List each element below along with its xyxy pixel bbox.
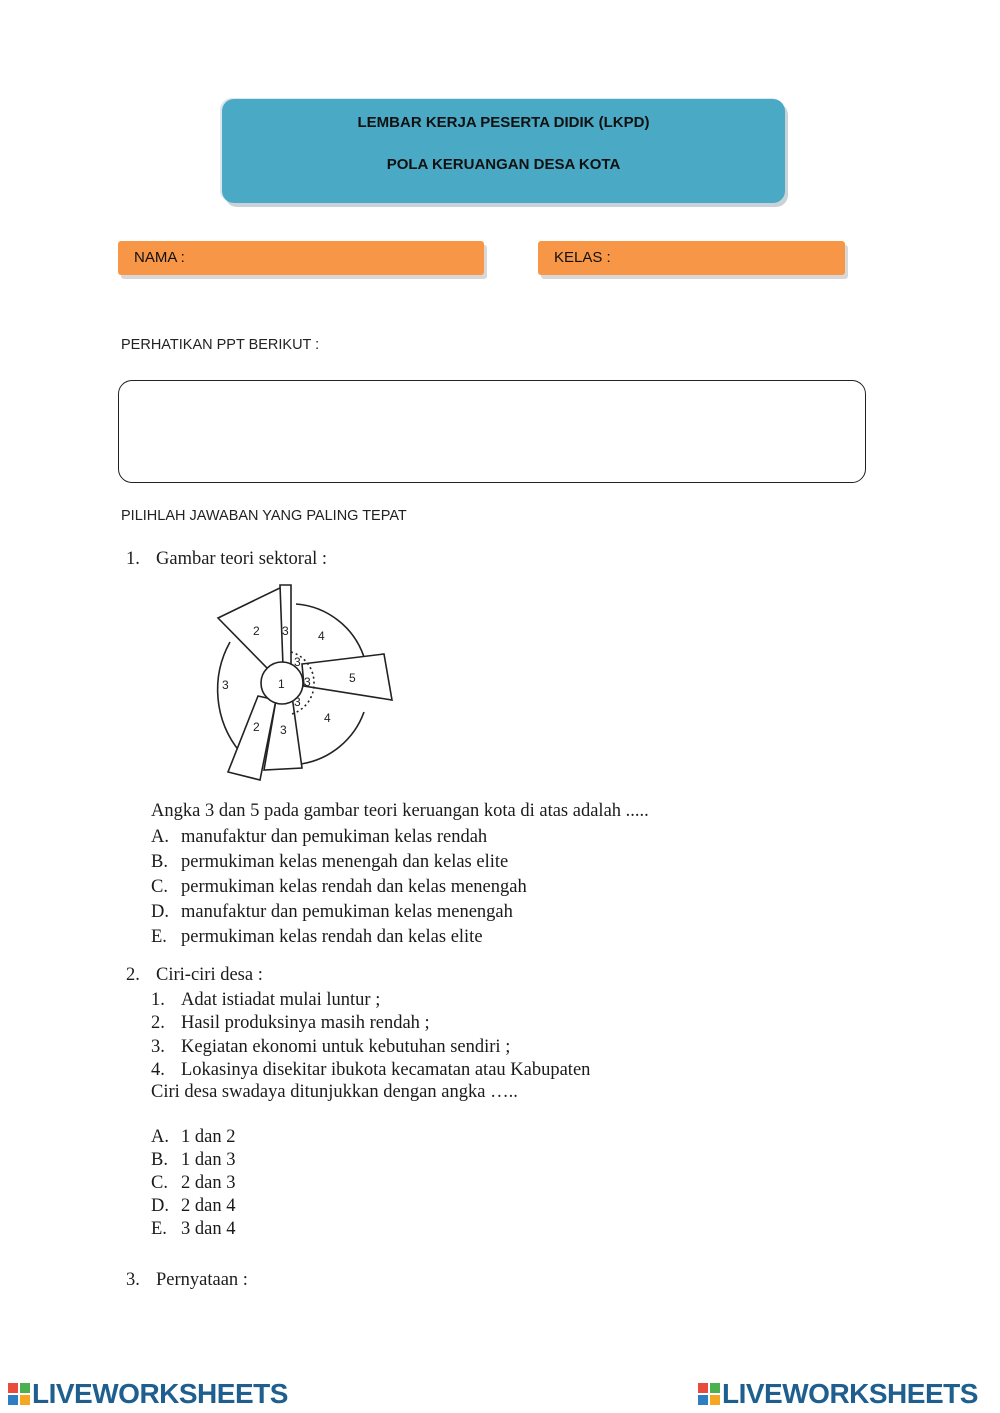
q2-option-a-letter: A.	[151, 1127, 169, 1147]
diagram-label-4-lower: 4	[324, 711, 331, 725]
q2-option-e[interactable]	[151, 1218, 235, 1241]
liveworksheets-logo-icon	[698, 1383, 720, 1405]
q1-option-a[interactable]	[151, 826, 487, 849]
q1-option-b-text: permukiman kelas menengah dan kelas elite	[181, 852, 509, 872]
question-2-number: 2.	[126, 965, 140, 985]
q2-option-c[interactable]	[151, 1172, 235, 1195]
question-2-title	[126, 964, 263, 987]
q2-item-2-text: Hasil produksinya masih rendah ;	[181, 1013, 430, 1033]
q2-option-c-text: 2 dan 3	[181, 1173, 236, 1193]
diagram-label-3-top: 3	[282, 624, 289, 638]
title-line-1: LEMBAR KERJA PESERTA DIDIK (LKPD)	[357, 114, 650, 131]
q2-option-b-letter: B.	[151, 1150, 168, 1170]
footer-logo-left[interactable]	[8, 1378, 288, 1410]
q2-item-1-number: 1.	[151, 990, 165, 1010]
outer-ring-lower	[301, 712, 364, 764]
diagram-label-1: 1	[278, 677, 285, 691]
q1-option-e-text: permukiman kelas rendah dan kelas elite	[181, 927, 483, 947]
q1-option-e[interactable]	[151, 926, 483, 949]
q2-item-2-number: 2.	[151, 1013, 165, 1033]
sector-theory-diagram	[196, 582, 400, 786]
ppt-instruction: PERHATIKAN PPT BERIKUT :	[121, 337, 320, 353]
question-3-title-text: Pernyataan :	[156, 1270, 248, 1290]
footer-logo-right[interactable]	[698, 1378, 978, 1410]
q2-option-d-letter: D.	[151, 1196, 169, 1216]
q1-option-c[interactable]	[151, 876, 527, 899]
title-line-2: POLA KERUANGAN DESA KOTA	[386, 156, 621, 173]
name-field[interactable]	[118, 241, 484, 275]
q1-option-a-letter: A.	[151, 827, 169, 847]
footer-brand-left: LIVEWORKSHEETS	[32, 1378, 288, 1409]
question-1-stem: Angka 3 dan 5 pada gambar teori keruangan kota di atas adalah .....	[151, 801, 649, 821]
question-3-title	[126, 1269, 248, 1292]
q2-item-4-number: 4.	[151, 1060, 165, 1080]
sector-5	[302, 654, 392, 700]
question-2-stem: Ciri desa swadaya ditunjukkan dengan angka …..	[151, 1082, 518, 1102]
diagram-label-3-bottom: 3	[280, 723, 287, 737]
liveworksheets-logo-icon	[8, 1383, 30, 1405]
q2-item-3-number: 3.	[151, 1037, 165, 1057]
diagram-label-3-left: 3	[222, 678, 229, 692]
choose-instruction: PILIHLAH JAWABAN YANG PALING TEPAT	[121, 508, 407, 524]
q1-option-c-letter: C.	[151, 877, 168, 897]
outer-ring-upper	[296, 604, 364, 657]
q2-item-1	[151, 989, 380, 1012]
outer-ring-left	[218, 642, 240, 752]
footer-brand-right: LIVEWORKSHEETS	[722, 1378, 978, 1409]
q2-option-e-letter: E.	[151, 1219, 167, 1239]
q1-option-b[interactable]	[151, 851, 508, 874]
q1-option-e-letter: E.	[151, 927, 167, 947]
q2-item-1-text: Adat istiadat mulai luntur ;	[181, 990, 381, 1010]
q2-item-4	[151, 1059, 590, 1082]
q2-item-3-text: Kegiatan ekonomi untuk kebutuhan sendiri ;	[181, 1037, 511, 1057]
class-field[interactable]	[538, 241, 845, 275]
diagram-label-5: 5	[349, 671, 356, 685]
diagram-label-3-ring: 3	[294, 655, 301, 669]
diagram-label-3-inner: 3	[294, 695, 301, 709]
q1-option-d[interactable]	[151, 901, 513, 924]
diagram-label-4-upper: 4	[318, 629, 325, 643]
q2-option-e-text: 3 dan 4	[181, 1219, 236, 1239]
question-3-number: 3.	[126, 1270, 140, 1290]
q2-option-b-text: 1 dan 3	[181, 1150, 236, 1170]
q2-option-d-text: 2 dan 4	[181, 1196, 236, 1216]
title-banner	[222, 99, 785, 203]
diagram-label-2-upper: 2	[253, 624, 260, 638]
q1-option-c-text: permukiman kelas rendah dan kelas menengah	[181, 877, 527, 897]
question-2-title-text: Ciri-ciri desa :	[156, 965, 263, 985]
question-1-title	[126, 548, 327, 571]
q2-option-b[interactable]	[151, 1149, 235, 1172]
q2-option-c-letter: C.	[151, 1173, 168, 1193]
q1-option-a-text: manufaktur dan pemukiman kelas rendah	[181, 827, 488, 847]
q2-item-3	[151, 1036, 510, 1059]
q2-item-4-text: Lokasinya disekitar ibukota kecamatan atau Kabupaten	[181, 1060, 591, 1080]
q1-option-d-letter: D.	[151, 902, 169, 922]
ppt-embed-box[interactable]	[118, 380, 866, 483]
diagram-label-2-lower: 2	[253, 720, 260, 734]
class-label: KELAS :	[554, 249, 611, 266]
q2-option-d[interactable]	[151, 1195, 235, 1218]
question-1-title-text: Gambar teori sektoral :	[156, 549, 328, 569]
diagram-label-3-right: 3	[304, 675, 311, 689]
q1-option-b-letter: B.	[151, 852, 168, 872]
q2-option-a-text: 1 dan 2	[181, 1127, 236, 1147]
q2-item-2	[151, 1012, 430, 1035]
question-1-number: 1.	[126, 549, 140, 569]
q2-option-a[interactable]	[151, 1126, 235, 1149]
q1-option-d-text: manufaktur dan pemukiman kelas menengah	[181, 902, 513, 922]
name-label: NAMA :	[134, 249, 185, 266]
